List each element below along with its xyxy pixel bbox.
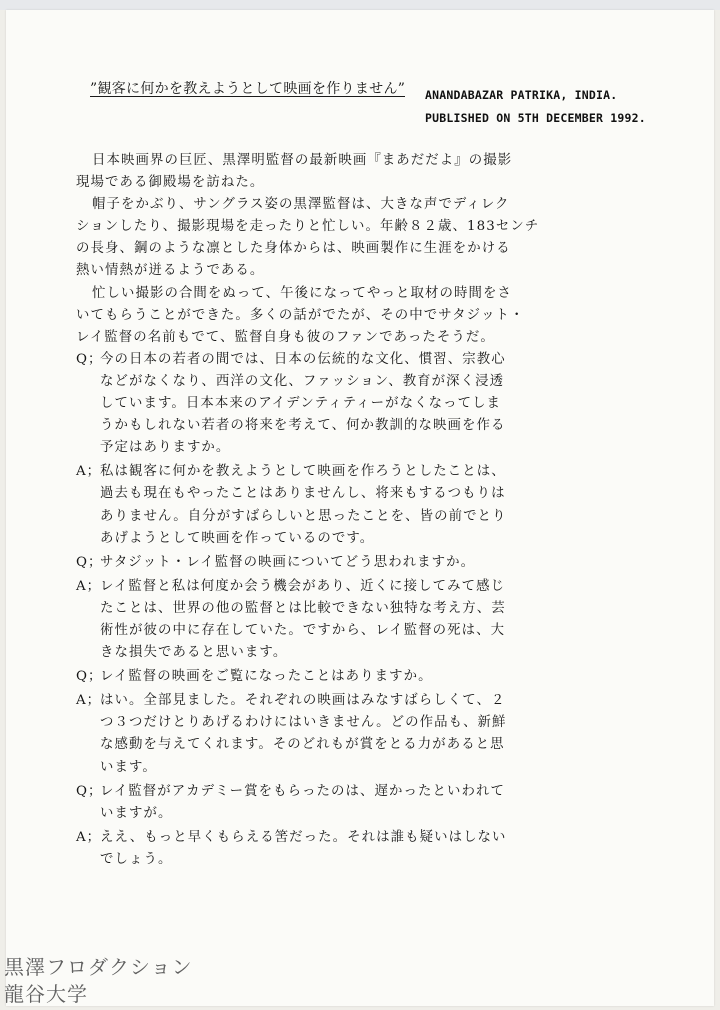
- answer-text: [100, 461, 507, 549]
- qa-line: 術性が彼の中に存在していた。ですから、レイ監督の死は、大: [100, 622, 506, 638]
- answer-text: [100, 827, 507, 871]
- question-text: [100, 349, 506, 459]
- qa-line: レイ監督がアカデミー賞をもらったのは、遅かったといわれて: [100, 783, 505, 799]
- source-publication: ANANDABAZAR PATRIKA, INDIA.: [425, 88, 618, 102]
- intro-line: 帽子をかぶり、サングラス姿の黒澤監督は、大きな声でディレク: [92, 197, 510, 213]
- source-citation: [425, 84, 646, 130]
- intro-line: 日本映画界の巨匠、黒澤明監督の最新映画『まあだだよ』の撮影: [92, 153, 513, 168]
- qa-line: 私は観客に何かを教えようとして映画を作ろうとしたことは、: [100, 464, 506, 480]
- answer-text: [100, 690, 507, 778]
- qa-line: いますが。: [100, 805, 173, 821]
- qa-line: 予定はありますか。: [100, 440, 231, 456]
- qa-line: います。: [100, 759, 157, 775]
- qa-line: しています。日本本来のアイデンティティーがなくなってしま: [100, 396, 502, 412]
- question-marker: Q；: [76, 351, 103, 367]
- qa-line: な感動を与えてくれます。そのどれもが賞をとる力があると思: [100, 737, 505, 753]
- question-text: [100, 666, 506, 688]
- question-marker: Q；: [76, 669, 103, 685]
- intro-line: 現場である御殿場を訪ねた。: [76, 175, 265, 191]
- question-marker: Q；: [76, 783, 103, 799]
- question-marker: Q；: [76, 554, 103, 570]
- intro-paragraph: [76, 194, 540, 282]
- interview-question: [76, 552, 506, 574]
- archive-watermark: [4, 954, 193, 1008]
- qa-line: レイ監督の映画をご覧になったことはありますか。: [100, 669, 433, 685]
- headline-underline: [90, 96, 405, 97]
- intro-paragraph: [76, 150, 513, 194]
- answer-marker: A；: [76, 829, 102, 845]
- interview-answer: [76, 576, 506, 664]
- qa-line: たことは、世界の他の監督とは比較できない独特な考え方、芸: [100, 600, 506, 616]
- intro-line: ションしたり、撮影現場を走ったりと忙しい。年齢８２歳、183センチ: [76, 219, 540, 235]
- intro-line: いてもらうことができた。多くの話がでたが、その中でサタジット・: [76, 307, 525, 323]
- qa-line: レイ監督と私は何度か会う機会があり、近くに接してみて感じ: [100, 578, 506, 594]
- qa-line: うかもしれない若者の将来を考えて、何か教訓的な映画を作る: [100, 418, 506, 434]
- source-published-date: PUBLISHED ON 5TH DECEMBER 1992.: [425, 111, 646, 125]
- qa-line: きな損失であると思います。: [100, 645, 288, 661]
- interview-question: [76, 666, 506, 688]
- qa-line: つ３つだけとりあげるわけにはいきません。どの作品も、新鮮: [100, 715, 507, 731]
- answer-marker: A；: [76, 578, 102, 594]
- intro-line: 熱い情熱が迸るようである。: [76, 263, 265, 279]
- qa-line: 過去も現在もやったことはありませんし、将来もするつもりは: [100, 486, 506, 502]
- watermark-production: 黒澤フロダクション: [4, 955, 193, 979]
- answer-marker: A；: [76, 693, 102, 709]
- qa-line: はい。全部見ました。それぞれの映画はみなすばらしくて、２: [100, 693, 506, 709]
- intro-line: レイ監督の名前もでて、監督自身も彼のファンであったそうだ。: [76, 329, 495, 345]
- interview-question: [76, 349, 506, 459]
- qa-line: あげようとして映画を作っているのです。: [100, 530, 375, 546]
- intro-line: の長身、鋼のような凛とした身体からは、映画製作に生涯をかける: [76, 241, 511, 257]
- qa-line: サタジット・レイ監督の映画についてどう思われますか。: [100, 554, 476, 570]
- interview-question: [76, 781, 506, 825]
- article-body: [76, 150, 540, 871]
- qa-line: などがなくなり、西洋の文化、ファッション、教育が深く浸透: [100, 373, 505, 389]
- question-text: [100, 552, 506, 574]
- qa-line: ええ、もっと早くもらえる筈だった。それは誰も疑いはしない: [100, 829, 507, 845]
- interview-answer: [76, 827, 506, 871]
- scan-top-edge: [0, 0, 720, 10]
- interview-answer: [76, 461, 506, 549]
- intro-paragraph: [76, 283, 525, 349]
- answer-marker: A；: [76, 464, 102, 480]
- qa-line: 今の日本の若者の間では、日本の伝統的な文化、慣習、宗教心: [100, 351, 506, 367]
- answer-text: [100, 576, 506, 664]
- qa-line: でしょう。: [100, 851, 173, 867]
- interview-answer: [76, 690, 506, 778]
- qa-line: ありません。自分がすばらしいと思ったことを、皆の前でとり: [100, 508, 507, 524]
- question-text: [100, 781, 506, 825]
- article-headline: [90, 78, 405, 98]
- intro-line: 忙しい撮影の合間をぬって、午後になってやっと取材の時間をさ: [92, 285, 512, 301]
- watermark-university: 龍谷大学: [4, 982, 88, 1006]
- article-headline-text: ”観客に何かを教えようとして映画を作りません”: [90, 81, 406, 97]
